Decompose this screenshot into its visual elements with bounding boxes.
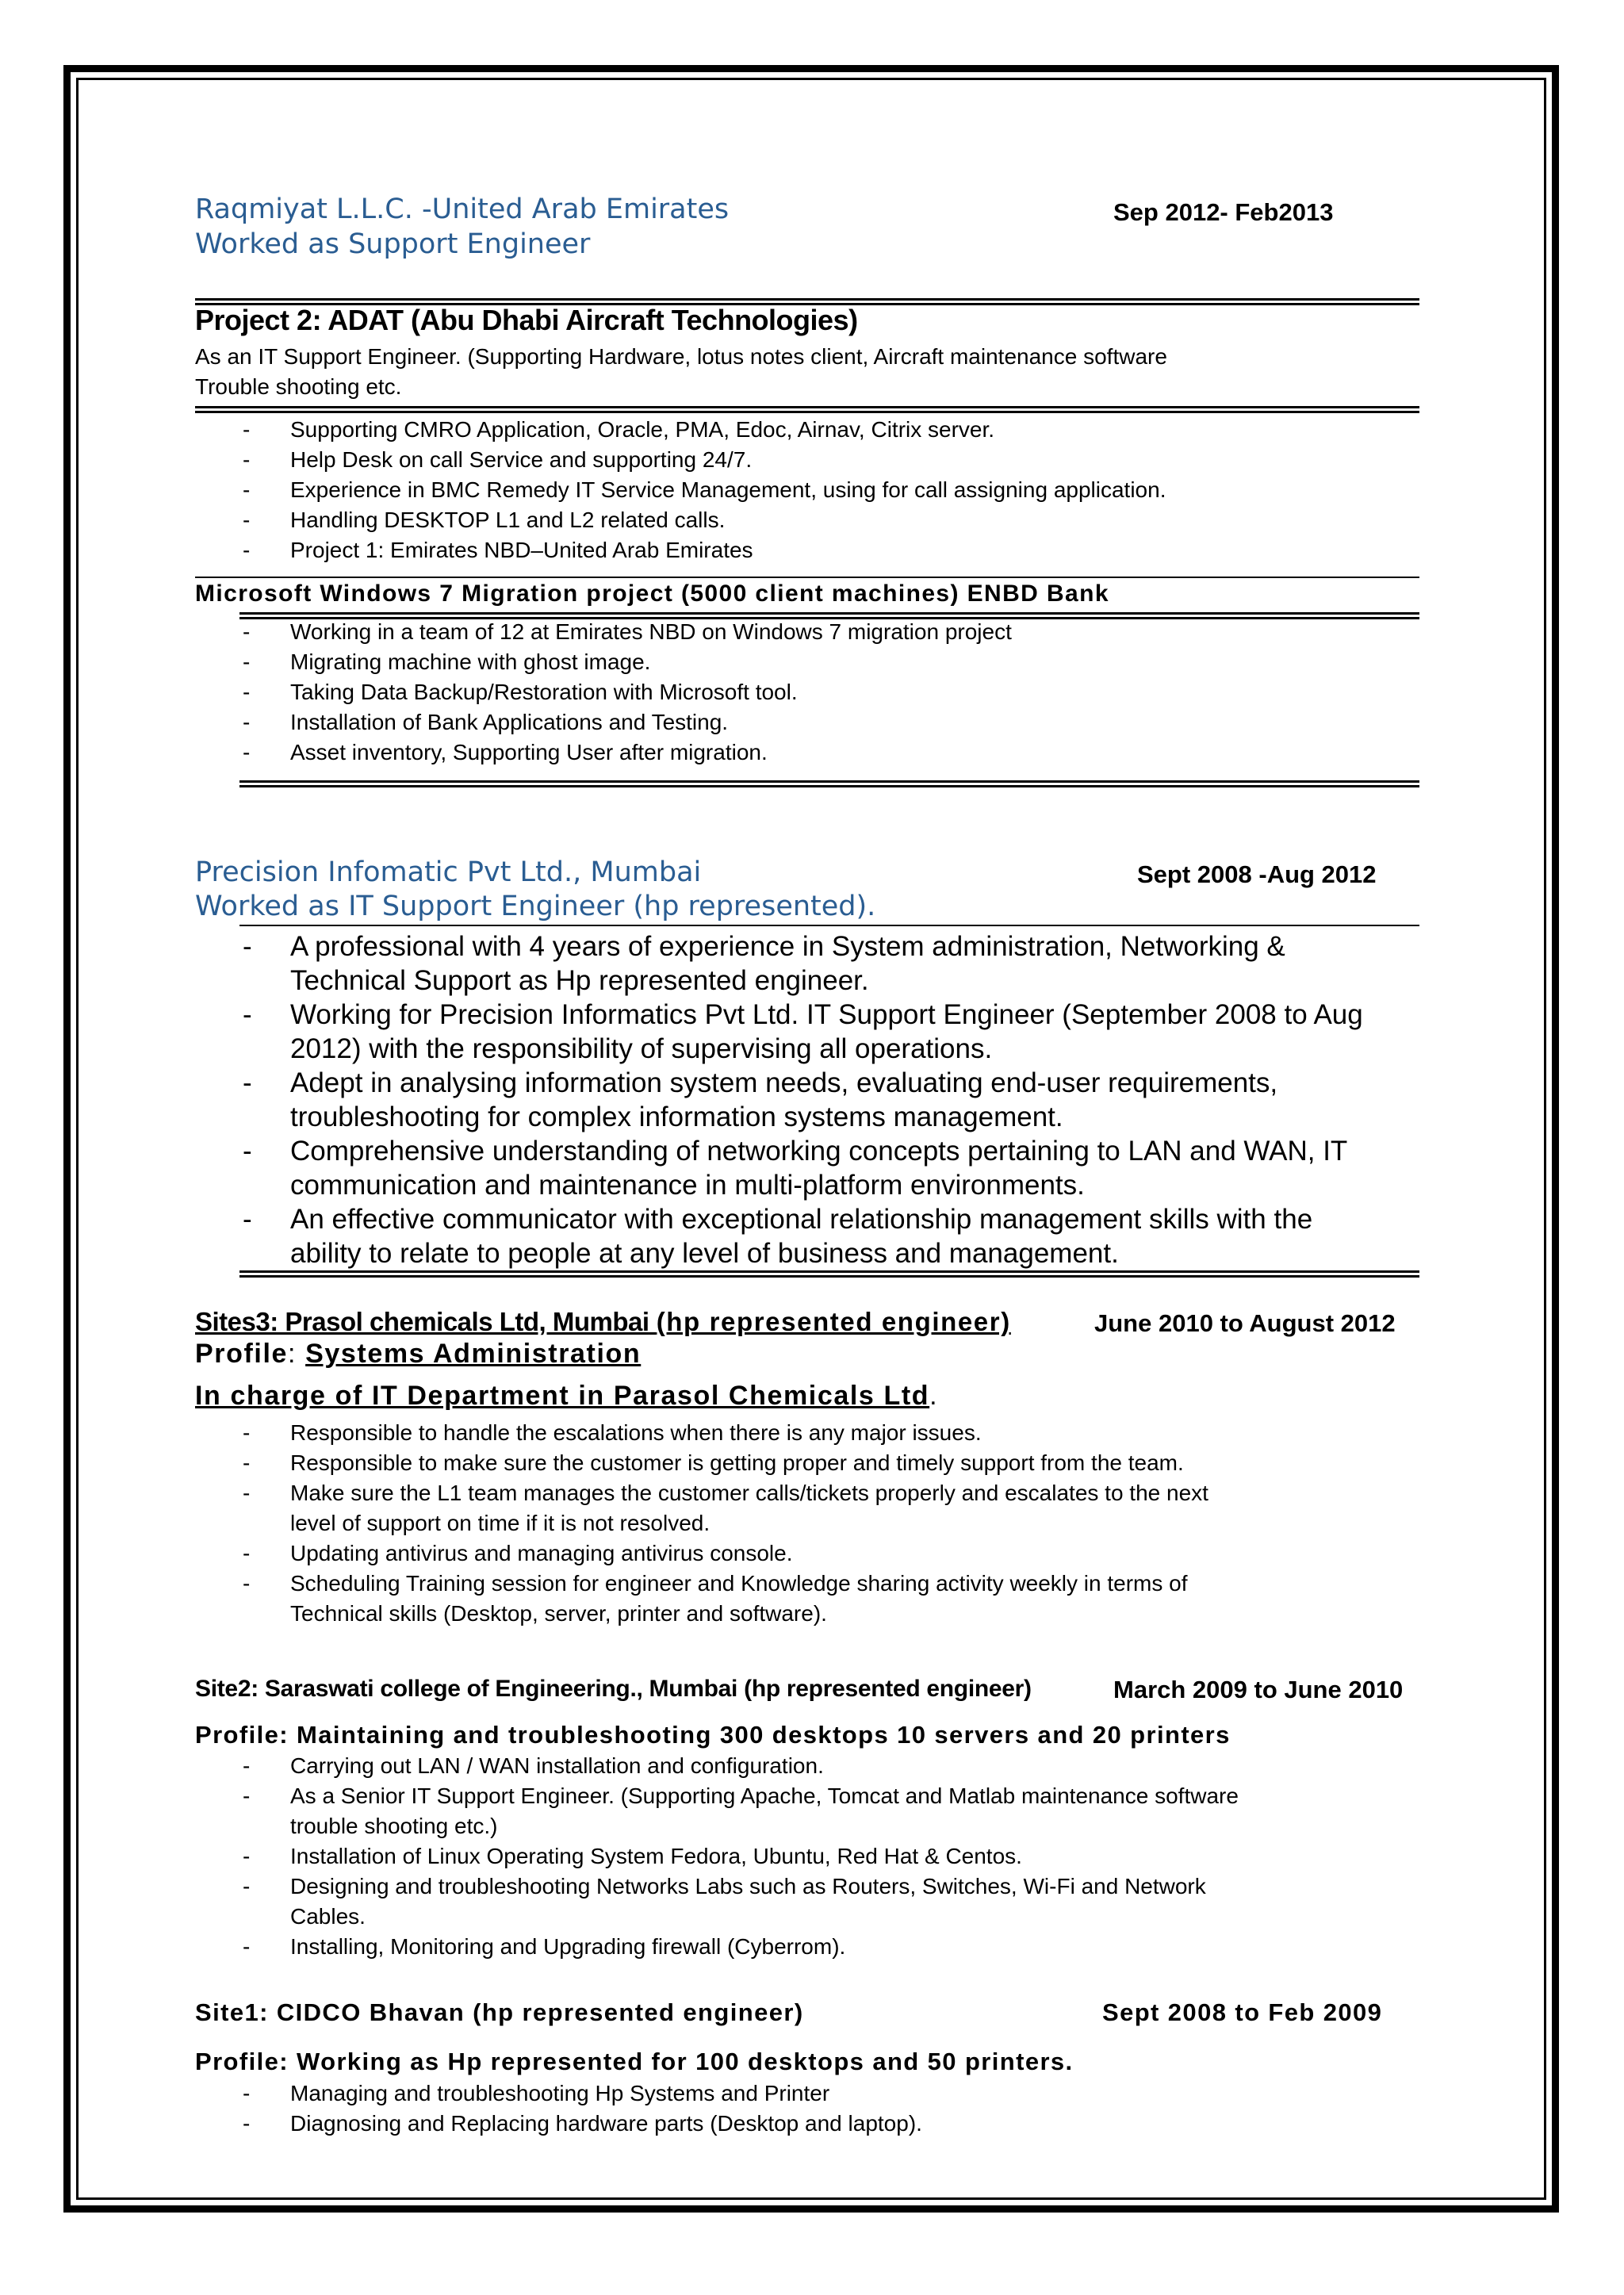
divider xyxy=(239,1270,1419,1278)
site-dates: March 2009 to June 2010 xyxy=(1113,1676,1404,1703)
list-item: - Adept in analysing information system needs, evaluating end-user requirements, troubleshooting for complex information systems management. xyxy=(243,1066,1363,1134)
list-item: - A professional with 4 years of experience in System administration, Networking & Technical Support as Hp represented engineer. xyxy=(243,929,1363,998)
job-dates: Sep 2012- Feb2013 xyxy=(1113,198,1334,226)
job-role: Worked as IT Support Engineer (hp represented). xyxy=(195,891,876,922)
company-name: Precision Infomatic Pvt Ltd., Mumbai xyxy=(195,856,702,888)
list-item: - Responsible to handle the escalations when there is any major issues. xyxy=(243,1418,1208,1448)
list-item: - Supporting CMRO Application, Oracle, PMA, Edoc, Airnav, Citrix server. xyxy=(243,415,1166,445)
list-item: - Taking Data Backup/Restoration with Microsoft tool. xyxy=(243,677,1012,707)
list-item: - Diagnosing and Replacing hardware parts (Desktop and laptop). xyxy=(243,2109,922,2139)
list-item: - As a Senior IT Support Engineer. (Supporting Apache, Tomcat and Matlab maintenance software trouble shooting etc.) xyxy=(243,1781,1239,1841)
list-item: - Migrating machine with ghost image. xyxy=(243,647,1012,677)
site-profile: Profile: Working as Hp represented for 100 desktops and 50 printers. xyxy=(195,2048,1074,2075)
company-name: Raqmiyat L.L.C. -United Arab Emirates xyxy=(195,193,730,225)
project-description: As an IT Support Engineer. (Supporting Hardware, lotus notes client, Aircraft maintenance software xyxy=(195,344,1167,369)
job-role: Worked as Support Engineer xyxy=(195,228,591,260)
list-item: - An effective communicator with exceptional relationship management skills with the ability to relate to people at any level of business and management. xyxy=(243,1202,1363,1270)
site-title: Sites3: Prasol chemicals Ltd, Mumbai (hp represented engineer) xyxy=(195,1307,1011,1336)
site-title: Site2: Saraswati college of Engineering., Mumbai (hp represented engineer) xyxy=(195,1676,1032,1702)
site-profile: Profile: Maintaining and troubleshooting 300 desktops 10 servers and 20 printers xyxy=(195,1721,1231,1749)
site-bullet-list xyxy=(243,1751,1239,1962)
divider xyxy=(195,406,1419,413)
list-item: - Installing, Monitoring and Upgrading firewall (Cyberrom). xyxy=(243,1932,1239,1962)
site-profile: Profile: Systems Administration xyxy=(195,1339,642,1369)
list-item: - Help Desk on call Service and supporting 24/7. xyxy=(243,445,1166,475)
list-item: - Handling DESKTOP L1 and L2 related calls. xyxy=(243,505,1166,535)
project-bullet-list xyxy=(243,415,1166,565)
project-title: Project 2: ADAT (Abu Dhabi Aircraft Technologies) xyxy=(195,304,858,336)
list-item: - Project 1: Emirates NBD–United Arab Emirates xyxy=(243,535,1166,565)
job-dates: Sept 2008 -Aug 2012 xyxy=(1137,860,1377,888)
list-item: - Responsible to make sure the customer is getting proper and timely support from the team. xyxy=(243,1448,1208,1478)
list-item: - Designing and troubleshooting Networks Labs such as Routers, Switches, Wi-Fi and Network Cables. xyxy=(243,1872,1239,1932)
list-item: - Installation of Bank Applications and Testing. xyxy=(243,707,1012,738)
list-item: - Installation of Linux Operating System Fedora, Ubuntu, Red Hat & Centos. xyxy=(243,1841,1239,1872)
list-item: - Make sure the L1 team manages the customer calls/tickets properly and escalates to the next level of support on time if it is not resolved. xyxy=(243,1478,1208,1538)
list-item: - Working for Precision Informatics Pvt Ltd. IT Support Engineer (September 2008 to Aug 2012) with the responsibility of supervising all operations. xyxy=(243,998,1363,1066)
list-item: - Managing and troubleshooting Hp Systems and Printer xyxy=(243,2079,922,2109)
site-dates: Sept 2008 to Feb 2009 xyxy=(1102,1998,1383,2026)
site-dates: June 2010 to August 2012 xyxy=(1094,1309,1396,1337)
site-bullet-list xyxy=(243,2079,922,2139)
divider xyxy=(239,925,1419,926)
list-item: - Carrying out LAN / WAN installation and configuration. xyxy=(243,1751,1239,1781)
migration-bullet-list xyxy=(243,617,1012,768)
divider xyxy=(195,577,1419,578)
project-description: Trouble shooting etc. xyxy=(195,374,402,399)
list-item: - Working in a team of 12 at Emirates NBD on Windows 7 migration project xyxy=(243,617,1012,647)
list-item: - Asset inventory, Supporting User after migration. xyxy=(243,738,1012,768)
divider xyxy=(239,780,1419,787)
list-item: - Scheduling Training session for engineer and Knowledge sharing activity weekly in terms of Technical skills (Desktop, server, printer and software). xyxy=(243,1569,1208,1629)
list-item: - Experience in BMC Remedy IT Service Management, using for call assigning application. xyxy=(243,475,1166,505)
site-title: Site1: CIDCO Bhavan (hp represented engineer) xyxy=(195,1998,804,2026)
list-item: - Updating antivirus and managing antivirus console. xyxy=(243,1538,1208,1569)
site-bullet-list xyxy=(243,1418,1208,1629)
experience-bullet-list xyxy=(243,929,1363,1270)
list-item: - Comprehensive understanding of networking concepts pertaining to LAN and WAN, IT communication and maintenance in multi-platform environments. xyxy=(243,1134,1363,1202)
site-responsibility: In charge of IT Department in Parasol Chemicals Ltd. xyxy=(195,1381,939,1411)
project-title: Microsoft Windows 7 Migration project (5000 client machines) ENBD Bank xyxy=(195,580,1109,607)
